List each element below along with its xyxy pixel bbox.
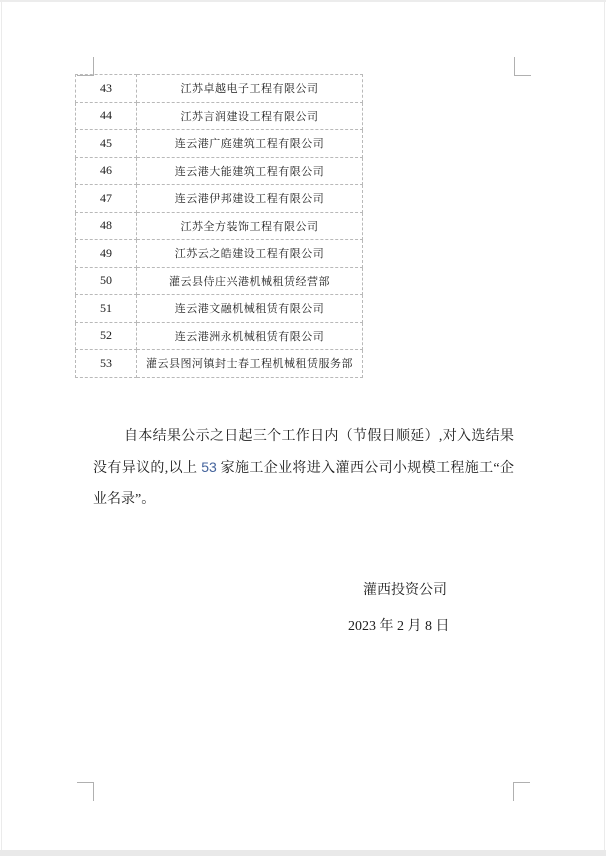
- notice-paragraph: [93, 421, 514, 515]
- table-row: [76, 350, 363, 378]
- company-name-cell: 连云港大能建筑工程有限公司: [137, 157, 363, 185]
- company-name-cell: 江苏全方装饰工程有限公司: [137, 212, 363, 240]
- table-row: [76, 130, 363, 158]
- company-name-cell: 江苏言润建设工程有限公司: [137, 102, 363, 130]
- signature-company-name: 灌西投资公司: [363, 583, 447, 598]
- margin-crop-mark-top-right: [514, 57, 531, 76]
- company-name-cell: 江苏卓越电子工程有限公司: [137, 75, 363, 103]
- page-left-edge: [1, 2, 2, 850]
- table-row: [76, 267, 363, 295]
- page-right-edge: [604, 2, 605, 850]
- table-row: [76, 322, 363, 350]
- table-row: [76, 295, 363, 323]
- company-list-table: [75, 74, 363, 378]
- row-number-cell: 49: [76, 240, 137, 268]
- page-bottom-edge: [0, 850, 606, 856]
- company-name-cell: 江苏云之皓建设工程有限公司: [137, 240, 363, 268]
- page-top-edge: [0, 0, 606, 2]
- company-name-cell: 灌云县图河镇封士春工程机械租赁服务部: [137, 350, 363, 378]
- row-number-cell: 53: [76, 350, 137, 378]
- notice-text-before-count: 自本结果公示之日起三个工作日内（节假日顺延）,对入选结果没有异议的,以上: [93, 429, 514, 476]
- row-number-cell: 43: [76, 75, 137, 103]
- row-number-cell: 52: [76, 322, 137, 350]
- table-row: [76, 240, 363, 268]
- row-number-cell: 45: [76, 130, 137, 158]
- row-number-cell: 44: [76, 102, 137, 130]
- company-name-cell: 连云港伊邦建设工程有限公司: [137, 185, 363, 213]
- row-number-cell: 50: [76, 267, 137, 295]
- company-name-cell: 连云港文融机械租赁有限公司: [137, 295, 363, 323]
- row-number-cell: 51: [76, 295, 137, 323]
- table-row: [76, 157, 363, 185]
- notice-text-after-count: 家施工企业将进入灌西公司小规模工程施工“企业名录”。: [93, 461, 515, 507]
- table-row: [76, 212, 363, 240]
- row-number-cell: 48: [76, 212, 137, 240]
- company-name-cell: 连云港广庭建筑工程有限公司: [137, 130, 363, 158]
- row-number-cell: 46: [76, 157, 137, 185]
- table-row: [76, 185, 363, 213]
- margin-crop-mark-bottom-left: [77, 782, 94, 801]
- margin-crop-mark-bottom-right: [513, 782, 530, 801]
- company-count-number: 53: [201, 459, 217, 475]
- company-name-cell: 灌云县侍庄兴港机械租赁经营部: [137, 267, 363, 295]
- table-row: [76, 102, 363, 130]
- row-number-cell: 47: [76, 185, 137, 213]
- table-row: [76, 75, 363, 103]
- company-name-cell: 连云港洲永机械租赁有限公司: [137, 322, 363, 350]
- signature-date: 2023 年 2 月 8 日: [348, 619, 450, 634]
